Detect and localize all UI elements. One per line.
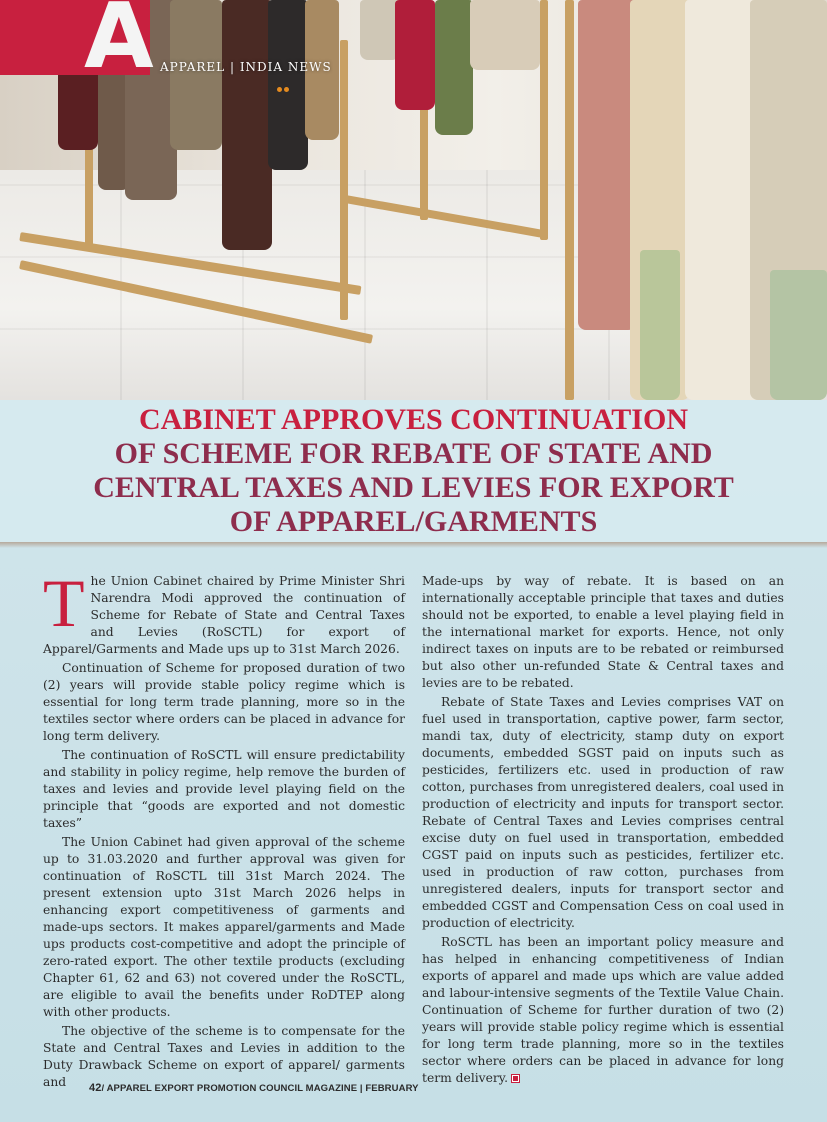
garment xyxy=(578,0,636,330)
paragraph-text: RoSCTL has been an important policy measure and has helped in enhancing competitiveness of Indian exports of apparel and made ups which are value added and labour-intensive segments of the Textile Value Chain. Continuation of Scheme for further duration of two (2) years will provide stable policy regime which is essential for long term trade planning, more so in the textiles sector where orders can be placed in advance for long term delivery. xyxy=(422,935,784,1085)
title-line: OF SCHEME FOR REBATE OF STATE AND xyxy=(114,437,713,470)
magazine-logo xyxy=(0,0,154,89)
drop-cap: T xyxy=(43,565,85,641)
garment xyxy=(395,0,435,110)
article-column-left xyxy=(43,565,405,1093)
page-number: 42 xyxy=(89,1082,102,1094)
rack-rail xyxy=(540,0,548,240)
article-paragraph xyxy=(43,565,405,658)
article-paragraph: Rebate of State Taxes and Levies comprises VAT on fuel used in transportation, captive power, farm sector, mandi tax, duty of electricity, stamp duty on export documents, embedded SGST paid on inputs such as pesticides, fertilizers etc. used in production of raw cotton, purchases from unregistered dealers, coal used in production of electricity and inputs for transport sector. Rebate of Central Taxes and Levies comprises central excise duty on fuel used in transportation, embedded CGST paid on inputs such as pesticides, fertilizer etc. used in production of raw cotton, purchases from unregistered dealers, inputs for transport sector and embedded CGST and Compensation Cess on coal used in production of electricity. xyxy=(422,695,784,930)
article-paragraph: Made-ups by way of rebate. It is based on an internationally acceptable principle that taxes and duties should not be exported, to enable a level playing field in the international market for exports. Hence, not only indirect taxes on inputs are to be rebated or reimbursed but also other un-refunded State & Central taxes and levies are to be rebated. xyxy=(422,574,784,690)
rack-rail xyxy=(565,0,574,400)
title-line: CENTRAL TAXES AND LEVIES FOR EXPORT xyxy=(93,471,734,504)
article-paragraph: Continuation of Scheme for proposed duration of two (2) years will provide stable policy regime which is essential for long term trade planning, more so in the textiles sector where orders can be placed in advance for long term delivery. xyxy=(43,661,405,743)
article-title xyxy=(93,403,733,539)
footer-text: / APPAREL EXPORT PROMOTION COUNCIL MAGAZINE | FEBRUARY xyxy=(101,1083,419,1094)
hero-photo-garment-racks xyxy=(0,0,827,400)
article-paragraph: The Union Cabinet had given approval of the scheme up to 31.03.2020 and further approval was given for continuation of RoSCTL till 31st March 2024. The present extension upto 31st March 2026 helps in enhancing export competitiveness of garments and made-ups sectors. It makes apparel/garments and Made ups products cost-competitive and adopt the principle of zero-rated export. The other textile products (excluding Chapter 61, 62 and 63) not covered under the RoSCTL, are eligible to avail the benefits under RoDTEP along with other products. xyxy=(43,835,405,1019)
garment xyxy=(170,0,222,150)
article-column-right xyxy=(422,573,784,1089)
title-line: OF APPAREL/GARMENTS xyxy=(229,505,598,538)
logo-letter: A xyxy=(84,0,154,89)
title-band-shadow xyxy=(0,542,827,548)
section-dots xyxy=(277,77,291,96)
garment xyxy=(770,270,827,400)
article-paragraph: The continuation of RoSCTL will ensure predictability and stability in policy regime, help remove the burden of taxes and levies and provide level playing field on the principle that “goods are exported and not domestic taxes” xyxy=(43,748,405,830)
title-line: CABINET APPROVES CONTINUATION xyxy=(139,403,688,436)
article-paragraph xyxy=(422,934,784,1087)
garment xyxy=(640,250,680,400)
article-paragraph: The objective of the scheme is to compensate for the State and Central Taxes and Levies in addition to the Duty Drawback Scheme on export of apparel/ garments and xyxy=(43,1024,405,1089)
paragraph-text: he Union Cabinet chaired by Prime Minister Shri Narendra Modi approved the continuation of Scheme for Rebate of State and Central Taxes and Levies (RoSCTL) for export of Apparel/Garments and Made ups up to 31st March 2026. xyxy=(43,574,405,656)
garment xyxy=(222,0,272,250)
garment xyxy=(435,0,473,135)
garment xyxy=(360,0,400,60)
page-footer xyxy=(89,1082,419,1094)
title-band xyxy=(0,400,827,542)
garment xyxy=(470,0,540,70)
rack-rail xyxy=(340,40,348,320)
end-of-article-icon xyxy=(512,1075,519,1082)
section-label: APPAREL | INDIA NEWS xyxy=(160,60,332,74)
